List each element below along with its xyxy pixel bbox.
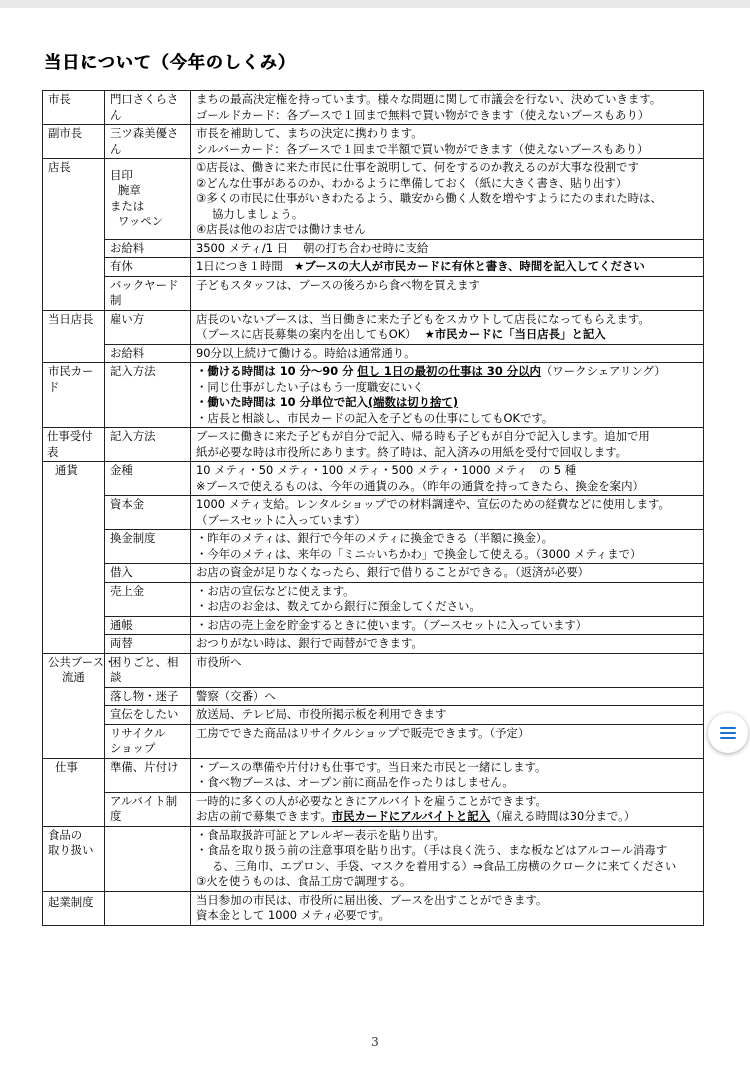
cat-work-sheet: 仕事受付表 <box>43 428 105 462</box>
row-food <box>43 826 704 891</box>
cat-day-manager: 当日店長 <box>43 310 105 363</box>
cat-public-booth: 流通 <box>62 670 85 684</box>
label: バックヤード <box>110 277 179 292</box>
label: 談 <box>110 670 122 684</box>
cat-mayor: 市長 <box>43 91 105 125</box>
label: 困りごと、相 <box>110 654 179 669</box>
text-line: ②どんな仕事があるのか、わかるように準備しておく（紙に大きく書き、貼り出す） <box>196 175 628 190</box>
text-line: ・店長と相談し、市民カードの記入を子どもの仕事にしてもOKです。 <box>196 410 554 425</box>
page-number: 3 <box>371 1035 379 1049</box>
label: 雇い方 <box>105 310 191 344</box>
mark-line: 目印 <box>110 167 133 182</box>
mayor-name: 門口さくらさん <box>105 91 191 125</box>
value: 工房でできた商品はリサイクルショップで販売できます。（予定） <box>191 724 704 758</box>
row-manager-pay <box>43 239 704 258</box>
text-line: ブースに働きに来た子どもが自分で記入、帰る時も子どもが自分で記入します。追加で用 <box>196 429 650 443</box>
cat-job: 仕事 <box>43 758 105 826</box>
row-day-manager-pay <box>43 344 704 363</box>
mark-line: 腕章 <box>118 183 141 198</box>
row-currency-kind <box>43 462 704 496</box>
value: おつりがない時は、銀行で両替ができます。 <box>191 635 704 654</box>
label: 制 <box>110 293 122 307</box>
row-public-trouble <box>43 653 704 687</box>
row-vice-mayor <box>43 125 704 159</box>
text-line: 協力しましょう。 <box>212 206 304 221</box>
label: 両替 <box>105 635 191 654</box>
row-currency-exchange <box>43 530 704 564</box>
bold-underline-note: 市民カードにアルバイトと記入 <box>331 809 490 823</box>
cat-public-booth: 公共ブース・ <box>48 654 116 669</box>
value: お店の資金が足りなくなったら、銀行で借りることができる。（返済が必要） <box>191 564 704 583</box>
label: 落し物・迷子 <box>105 687 191 706</box>
text-line: ・食品を取り扱う前の注意事項を貼り出す。（手は良く洗う、まな板などはアルコール消毒す <box>196 843 668 857</box>
row-public-recycle <box>43 724 704 758</box>
value: 3500 メティ/1 日 朝の打ち合わせ時に支給 <box>191 239 704 258</box>
text-line: ③火を使うものは、食品工房で調理する。 <box>196 874 412 888</box>
row-job-parttime <box>43 792 704 826</box>
text-line: ・同じ仕事がしたい子はもう一度職安にいく <box>196 379 424 394</box>
label: 宣伝をしたい <box>105 706 191 725</box>
value: 警察（交番）へ <box>191 687 704 706</box>
row-manager-role <box>43 159 704 240</box>
row-job-prep <box>43 758 704 792</box>
text-line: ・食べ物ブースは、オープン前に商品を作ったりはしません。 <box>196 775 514 789</box>
text-line: ・食品取扱許可証とアレルギー表示を貼り出す。 <box>196 827 445 842</box>
cat-startup: 起業制度 <box>43 891 105 925</box>
bold-note: ・働ける時間は 10 分～90 分 <box>196 364 354 378</box>
menu-button[interactable] <box>708 713 748 753</box>
row-manager-backyard <box>43 276 704 310</box>
text-line: ・お店のお金は、数えてから銀行に預金してください。 <box>196 599 481 613</box>
label: 準備、片付け <box>105 758 191 792</box>
label: 有休 <box>105 258 191 277</box>
cat-vice-mayor: 副市長 <box>43 125 105 159</box>
bold-note: ★ブースの大人が市民カードに有休と書き、時間を記入してください <box>294 259 645 273</box>
text-line: シルバーカード：各ブースで１回まで半額で買い物ができます（使えないブースもあり） <box>196 141 649 156</box>
text: お店の前で募集できます。 <box>196 809 332 823</box>
row-manager-leave <box>43 258 704 277</box>
value: ・お店の売上金を貯金するときに使います。（ブースセットに入っています） <box>191 616 704 635</box>
rules-table <box>42 90 704 926</box>
label: 借入 <box>105 564 191 583</box>
row-work-sheet <box>43 428 704 462</box>
row-citizen-card <box>43 363 704 428</box>
text-line: ①店長は、働きに来た市民に仕事を説明して、何をするのか教えるのが大事な役割です <box>196 160 639 174</box>
cat-manager: 店長 <box>43 159 105 311</box>
cat-food: 食品の <box>48 827 83 842</box>
text-line: 資本金として 1000 メティ必要です。 <box>196 908 390 922</box>
value: 子どもスタッフは、ブースの後ろから食べ物を買えます <box>191 276 704 310</box>
text-line: 店長のいないブースは、当日働きに来た子どもをスカウトして店長になってもらえます。 <box>196 311 650 326</box>
row-startup <box>43 891 704 925</box>
value: 90分以上続けて働ける。時給は通常通り。 <box>191 344 704 363</box>
row-day-manager-hire <box>43 310 704 344</box>
text-line: 一時的に多くの人が必要なときにアルバイトを雇うことができます。 <box>196 793 547 808</box>
bold-underline-note: (端数は切り捨て) <box>367 395 459 409</box>
label: 換金制度 <box>105 530 191 564</box>
text-line: まちの最高決定権を持っています。様々な問題に関して市議会を行ない、決めていきます。 <box>196 92 662 106</box>
row-mayor <box>43 91 704 125</box>
mark-line: ワッペン <box>118 214 163 229</box>
label: ショップ <box>110 741 156 755</box>
row-currency-capital <box>43 496 704 530</box>
text: （ワークシェアリング） <box>540 364 666 378</box>
label: 通帳 <box>105 616 191 635</box>
label: 資本金 <box>105 496 191 530</box>
bold-underline-note: 但し 1日の最初の仕事は 30 分以内 <box>357 364 541 378</box>
label: 金種 <box>105 462 191 496</box>
text-line: （ブースセットに入っています） <box>196 512 366 527</box>
row-currency-bankbook <box>43 616 704 635</box>
mark-line: または <box>110 198 145 213</box>
label: お給料 <box>105 344 191 363</box>
label: リサイクル <box>110 725 166 740</box>
row-public-ad <box>43 706 704 725</box>
text-line: る、三角巾、エプロン、手袋、マスクを着用する）⇒食品工房横のクロークに来てください <box>212 858 677 873</box>
text-line: ・ブースの準備や片付けも仕事です。当日来た市民と一緒にします。 <box>196 759 547 774</box>
label: お給料 <box>105 239 191 258</box>
label: アルバイト制 <box>110 793 178 808</box>
text-line: ・今年のメティは、来年の「ミニ☆いちかわ」で換金して使える。（3000 メティまで） <box>196 546 642 561</box>
text-line: ・昨年のメティは、銀行で今年のメティに換金できる（半額に換金）。 <box>196 531 553 545</box>
text-line: ・お店の宣伝などに使えます。 <box>196 583 355 598</box>
cat-citizen-card: 市民カード <box>43 363 105 428</box>
label: 記入方法 <box>105 428 191 462</box>
row-currency-change <box>43 635 704 654</box>
row-currency-sales <box>43 582 704 616</box>
text-line: ゴールドカード：各ブースで１回まで無料で買い物ができます（使えないブースもあり） <box>196 107 650 122</box>
document-page <box>0 8 750 1067</box>
cat-currency: 通貨 <box>43 462 105 654</box>
row-currency-loan <box>43 564 704 583</box>
text: （雇える時間は30分まで。） <box>490 809 636 823</box>
cat-food: 取り扱い <box>48 843 94 857</box>
vice-name-line: 三ツ森美優さ <box>110 126 179 140</box>
value: 市役所へ <box>191 653 704 687</box>
page-title: 当日について（今年のしくみ） <box>44 53 296 73</box>
text-line: ③多くの市民に仕事がいきわたるよう、職安から働く人数を増やすようにたのまれた時は、 <box>196 191 662 205</box>
value: 1日につき１時間 <box>196 259 295 273</box>
text-line: 当日参加の市民は、市役所に届出後、ブースを出すことができます。 <box>196 892 548 907</box>
text-line: 1000 メティ支給。レンタルショップでの材料調達や、宣伝のための経費などに使用します。 <box>196 497 670 511</box>
text-line: 市長を補助して、まちの決定に携わります。 <box>196 126 423 140</box>
text-line: 10 メティ・50 メティ・100 メティ・500 メティ・1000 メティ の 5 種 <box>196 463 577 477</box>
text-line: 紙が必要な時は市役所にあります。終了時は、記入済みの用紙を受付で回収します。 <box>196 444 628 459</box>
vice-name-line: ん <box>110 141 122 156</box>
row-public-lost <box>43 687 704 706</box>
bold-note: ★市民カードに「当日店長」と記入 <box>424 327 606 341</box>
label: 度 <box>110 809 122 823</box>
label: 売上金 <box>105 582 191 616</box>
text-line: ④店長は他のお店では働けません <box>196 222 366 236</box>
bold-note: ・働いた時間は 10 分単位で記入 <box>196 395 368 409</box>
text-line: ※ブースで使えるものは、今年の通貨のみ。（昨年の通貨を持ってきたら、換金を案内） <box>196 478 644 493</box>
value: 放送局、テレビ局、市役所掲示板を利用できます <box>191 706 704 725</box>
text-line: （ブースに店長募集の案内を出してもOK） <box>196 327 417 341</box>
label: 記入方法 <box>105 363 191 428</box>
